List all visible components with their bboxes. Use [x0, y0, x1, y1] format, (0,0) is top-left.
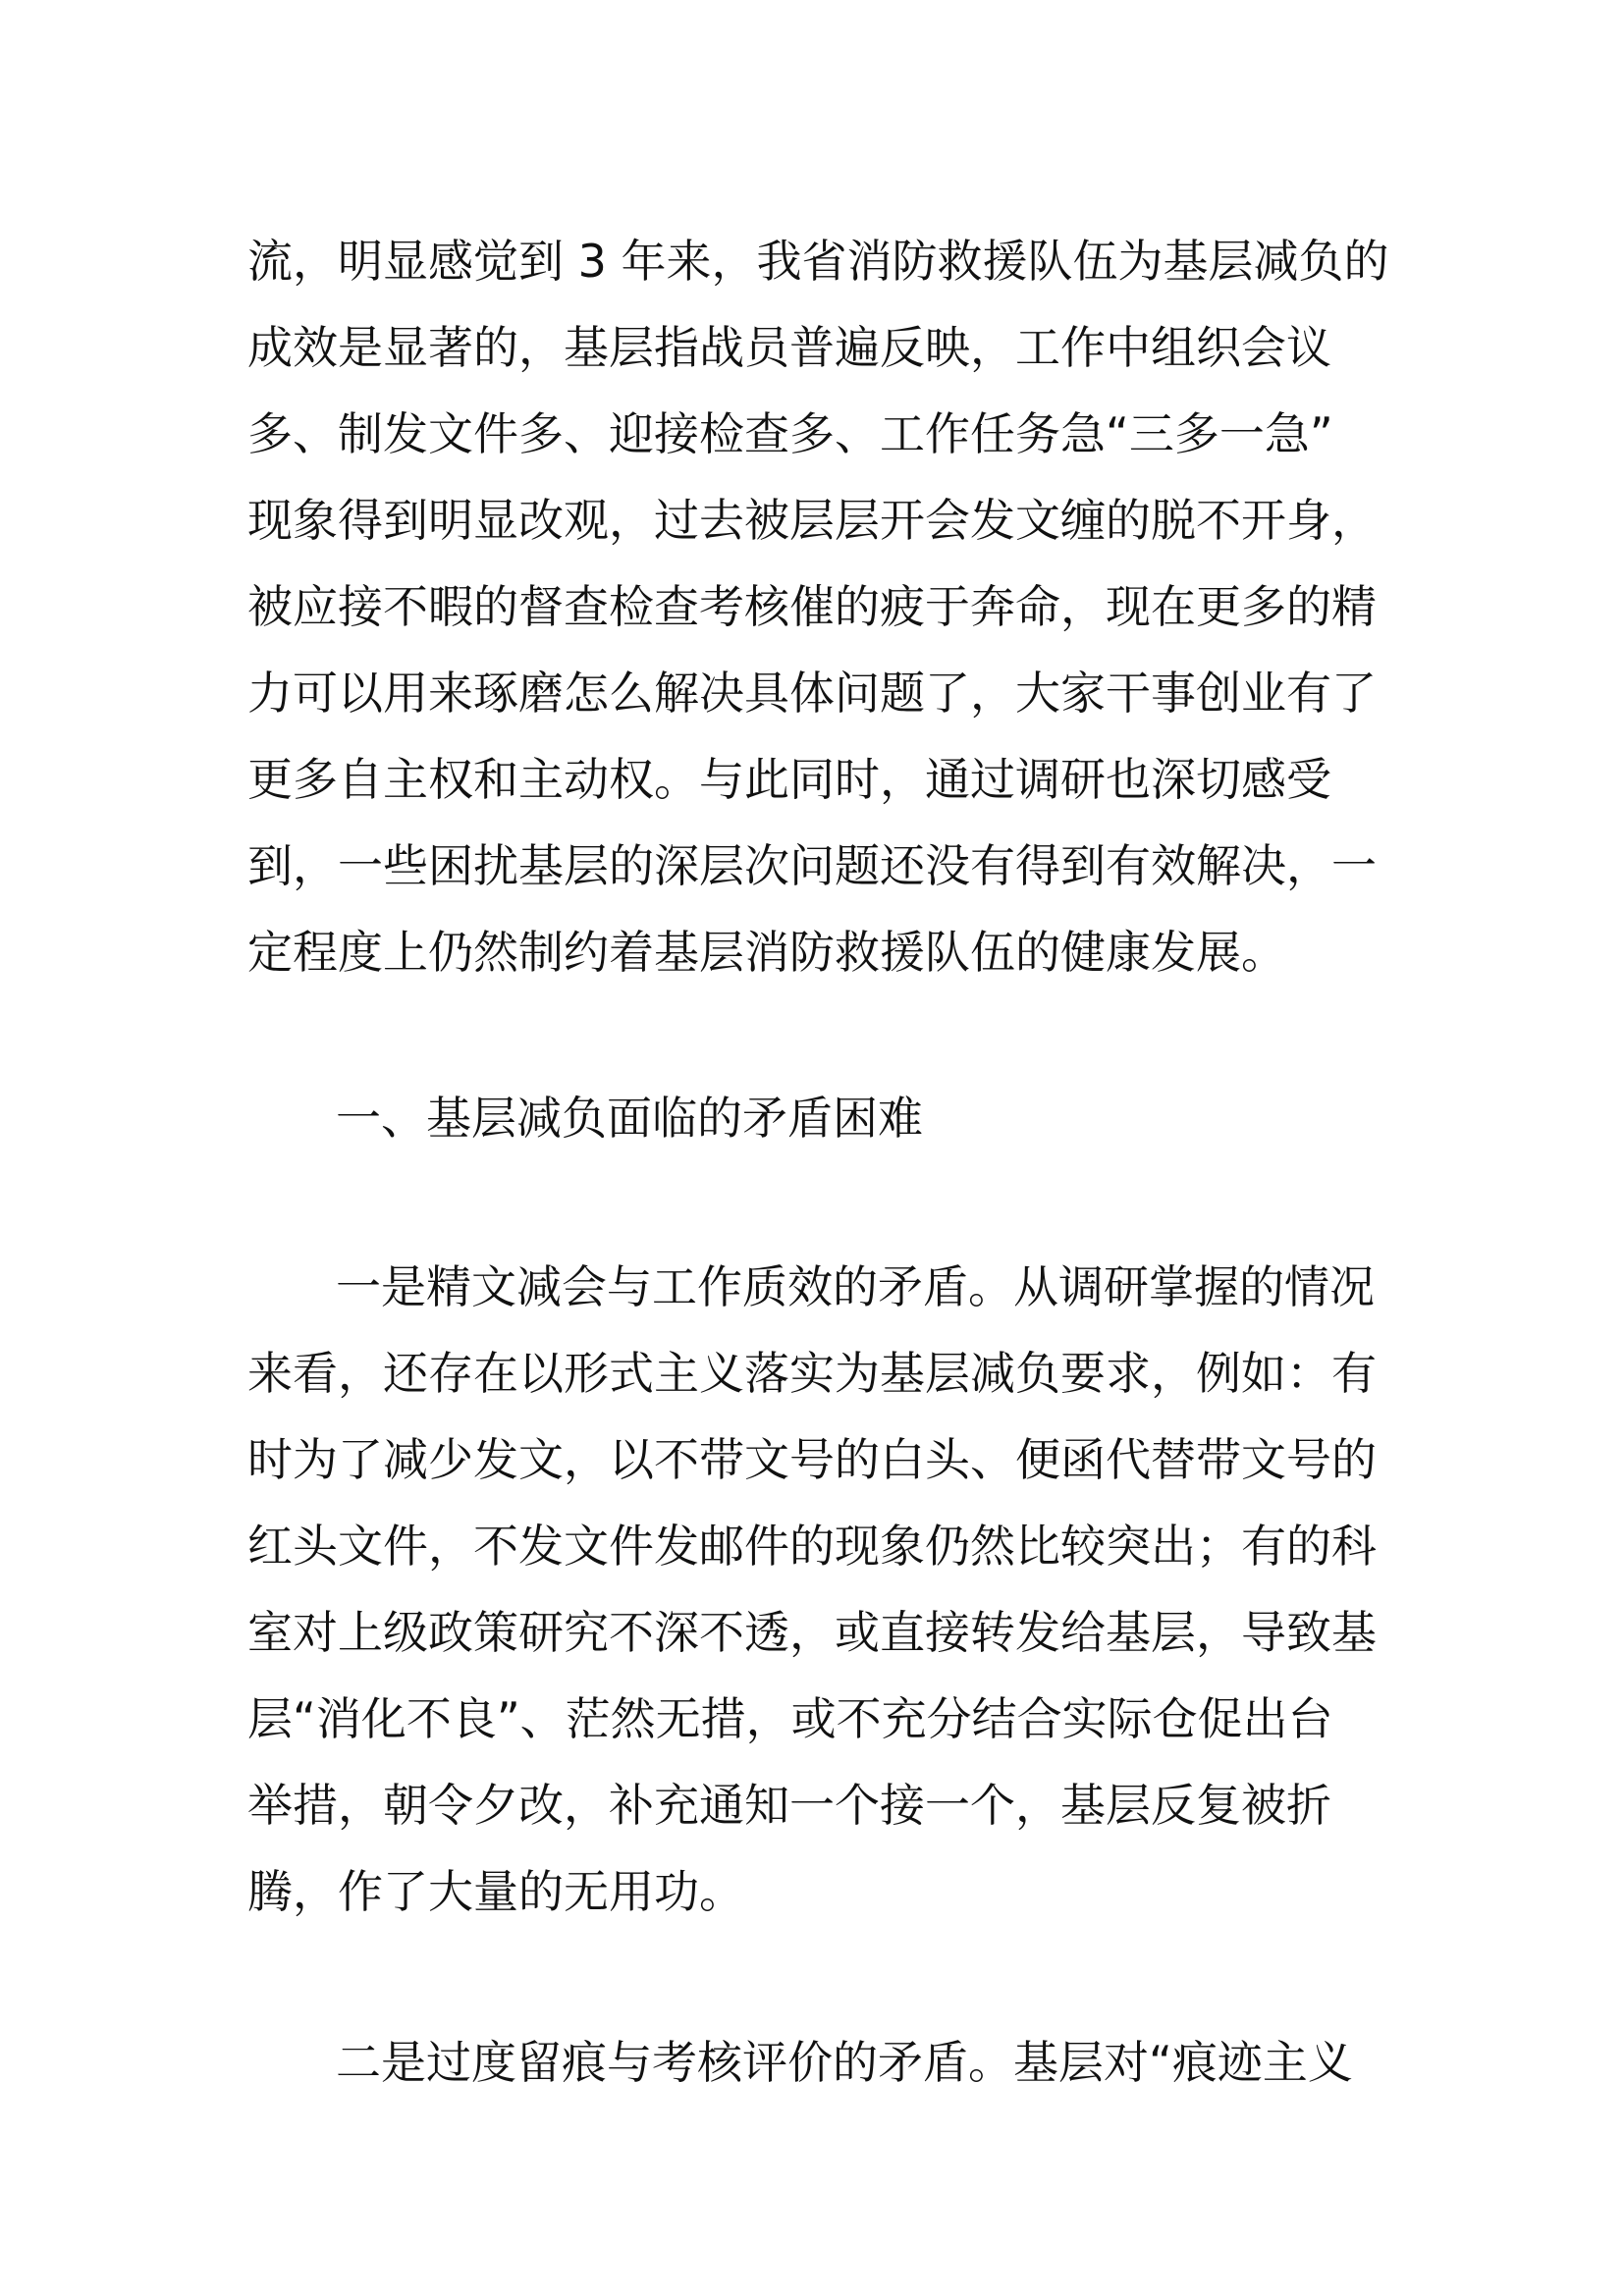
paragraph-3 [247, 2019, 1357, 2106]
paragraph-3-line-1: 二是过度留痕与考核评价的矛盾。基层对“痕迹主义 [336, 2036, 1353, 2089]
paragraph-1-line-5: 被应接不暇的督查检查考核催的疲于奔命，现在更多的精 [247, 580, 1377, 633]
paragraph-2-line-4: 红头文件，不发文件发邮件的现象仍然比较突出；有的科 [247, 1520, 1377, 1573]
paragraph-2-line-5: 室对上级政策研究不深不透，或直接转发给基层，导致基 [247, 1606, 1377, 1659]
paragraph-2 [247, 1244, 1377, 1935]
paragraph-1-line-3: 多、制发文件多、迎接检查多、工作任务急“三多一急” [247, 407, 1333, 460]
paragraph-1-line-6: 力可以用来琢磨怎么解决具体问题了，大家干事创业有了 [247, 667, 1377, 720]
paragraph-2-line-6: 层“消化不良”、茫然无措，或不充分结合实际仓促出台 [247, 1692, 1333, 1745]
paragraph-1-line-8: 到，一些困扰基层的深层次问题还没有得到有效解决，一 [247, 839, 1377, 892]
paragraph-1-line-2: 成效是显著的，基层指战员普遍反映，工作中组织会议 [247, 321, 1331, 374]
paragraph-1-line-7: 更多自主权和主动权。与此同时，通过调研也深切感受 [247, 753, 1331, 806]
paragraph-1-line-9: 定程度上仍然制约着基层消防救援队伍的健康发展。 [247, 926, 1286, 979]
paragraph-1-line-4: 现象得到明显改观，过去被层层开会发文缠的脱不开身， [247, 494, 1377, 547]
paragraph-1-line-1: 流，明显感觉到 3 年来，我省消防救援队伍为基层减负的 [247, 235, 1389, 288]
paragraph-2-line-3: 时为了减少发文，以不带文号的白头、便函代替带文号的 [247, 1433, 1377, 1486]
section-heading-block [247, 1075, 1357, 1161]
paragraph-2-line-8: 腾，作了大量的无用功。 [247, 1865, 744, 1918]
paragraph-1 [247, 218, 1389, 995]
paragraph-2-line-2: 来看，还存在以形式主义落实为基层减负要求，例如：有 [247, 1347, 1377, 1400]
paragraph-2-line-1: 一是精文减会与工作质效的矛盾。从调研掌握的情况 [336, 1260, 1375, 1313]
paragraph-2-line-7: 举措，朝令夕改，补充通知一个接一个，基层反复被折 [247, 1779, 1331, 1832]
section-heading: 一、基层减负面临的矛盾困难 [336, 1092, 923, 1145]
